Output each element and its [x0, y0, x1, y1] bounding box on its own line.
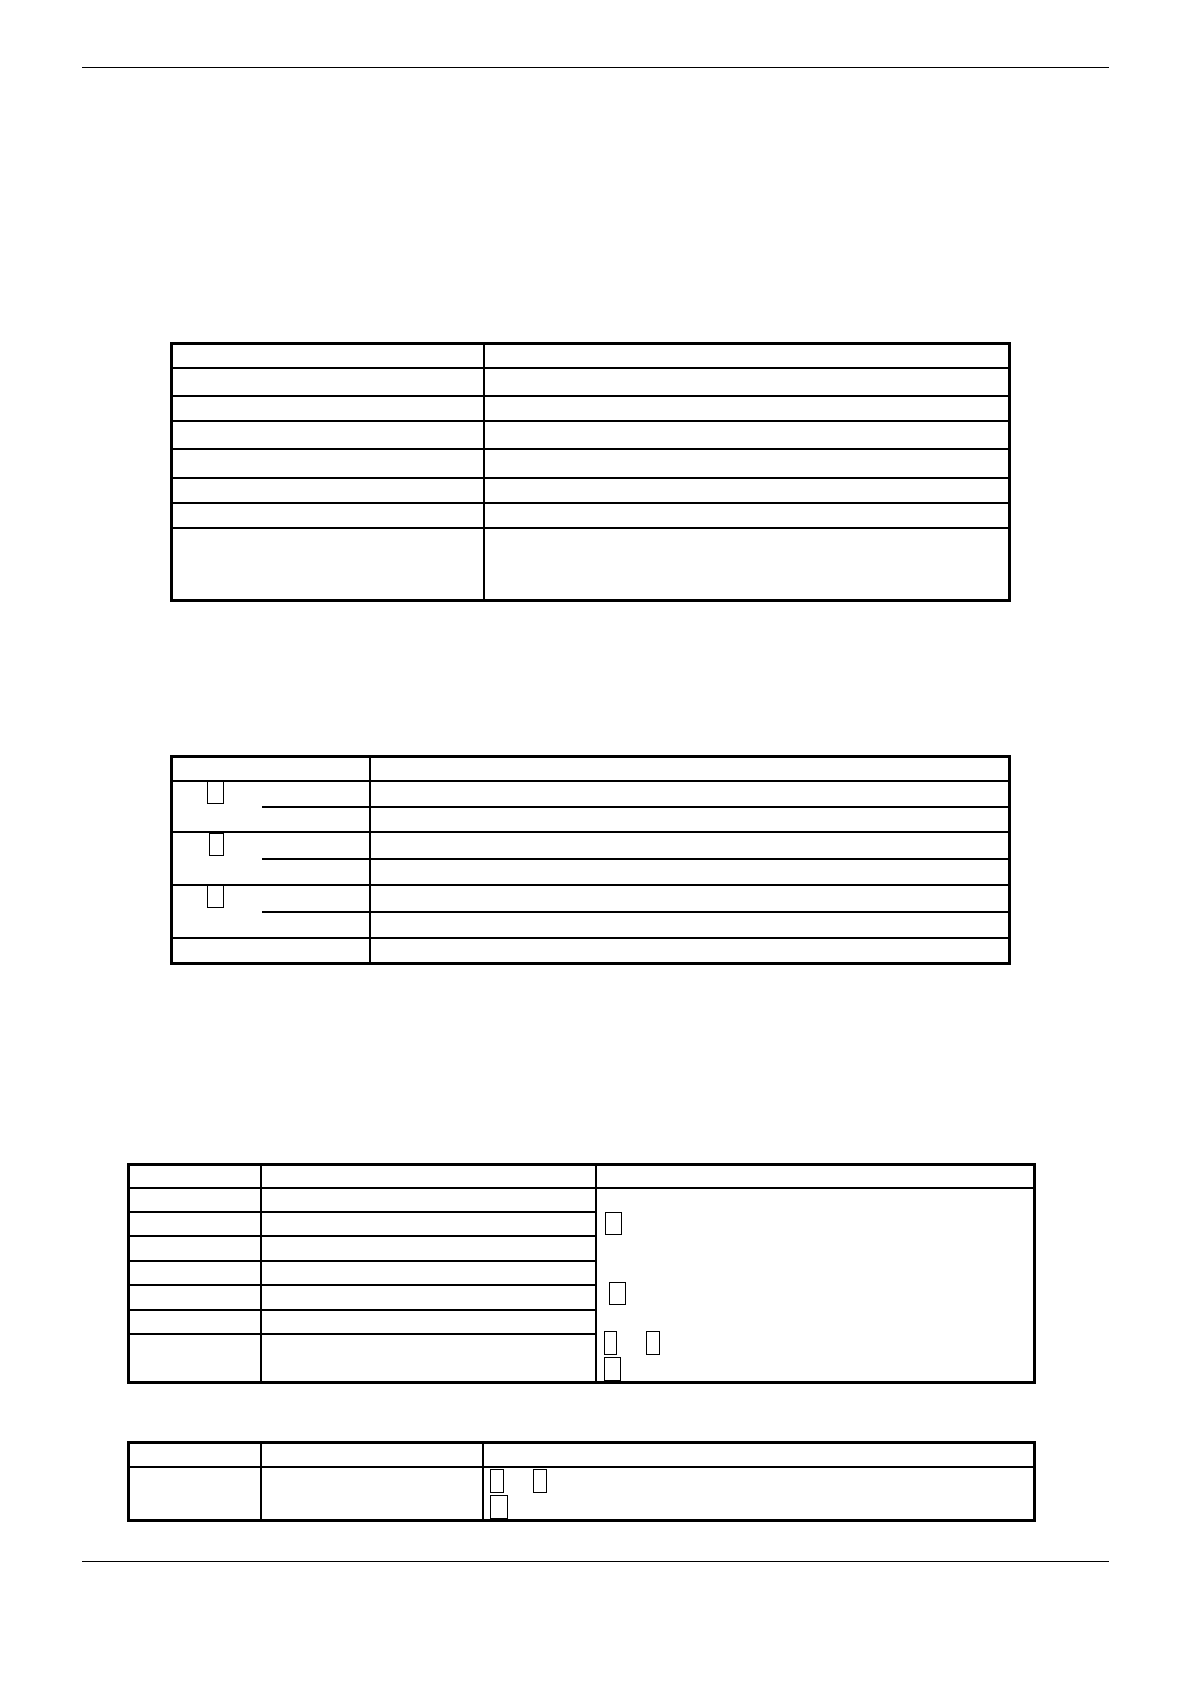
table-4-column-divider	[260, 1441, 262, 1522]
table-3-column-divider	[260, 1163, 262, 1384]
missing-glyph-icon	[533, 1469, 547, 1493]
table-4-row-divider	[127, 1466, 1036, 1468]
table-3-row-divider	[127, 1235, 595, 1237]
table-1-column-divider	[483, 342, 485, 602]
table-1-border	[170, 342, 1011, 602]
table-2-row-divider	[170, 884, 1011, 886]
missing-glyph-icon	[646, 1331, 660, 1355]
table-3-row-divider	[127, 1284, 595, 1286]
table-3-row-divider	[127, 1187, 1036, 1189]
header-rule	[82, 67, 1109, 68]
table-2-border	[170, 755, 1011, 965]
footer-scan-artifact	[595, 1672, 765, 1682]
missing-glyph-icon	[605, 1212, 622, 1235]
table-2-row-divider	[170, 780, 1011, 782]
missing-glyph-icon	[209, 833, 224, 856]
table-3-column-divider	[595, 1163, 597, 1384]
missing-glyph-icon	[604, 1331, 617, 1355]
table-3-row-divider	[127, 1211, 595, 1213]
missing-glyph-icon	[609, 1282, 626, 1305]
table-1-row-divider	[170, 395, 1011, 397]
missing-glyph-icon	[604, 1357, 621, 1381]
table-2-row-divider	[170, 937, 1011, 939]
table-4-border	[127, 1441, 1036, 1522]
table-3-row-divider	[127, 1309, 595, 1311]
missing-glyph-icon	[207, 885, 224, 908]
table-2-sub-row-divider	[262, 806, 1011, 808]
missing-glyph-icon	[490, 1495, 508, 1519]
table-4-column-divider	[482, 1441, 484, 1522]
table-1-row-divider	[170, 502, 1011, 504]
table-1-row-divider	[170, 420, 1011, 422]
table-2-sub-row-divider	[262, 911, 1011, 913]
table-3-row-divider	[127, 1260, 595, 1262]
table-2-row-divider	[170, 831, 1011, 833]
table-1-row-divider	[170, 477, 1011, 479]
table-2-column-divider	[369, 755, 371, 965]
table-3-border	[127, 1163, 1036, 1384]
missing-glyph-icon	[490, 1469, 504, 1493]
table-1-row-divider	[170, 448, 1011, 450]
table-2-sub-row-divider	[262, 858, 1011, 860]
table-1-row-divider	[170, 367, 1011, 369]
table-3-row-divider	[127, 1333, 595, 1335]
missing-glyph-icon	[207, 781, 224, 804]
footer-rule	[82, 1561, 1109, 1562]
table-1-row-divider	[170, 527, 1011, 529]
